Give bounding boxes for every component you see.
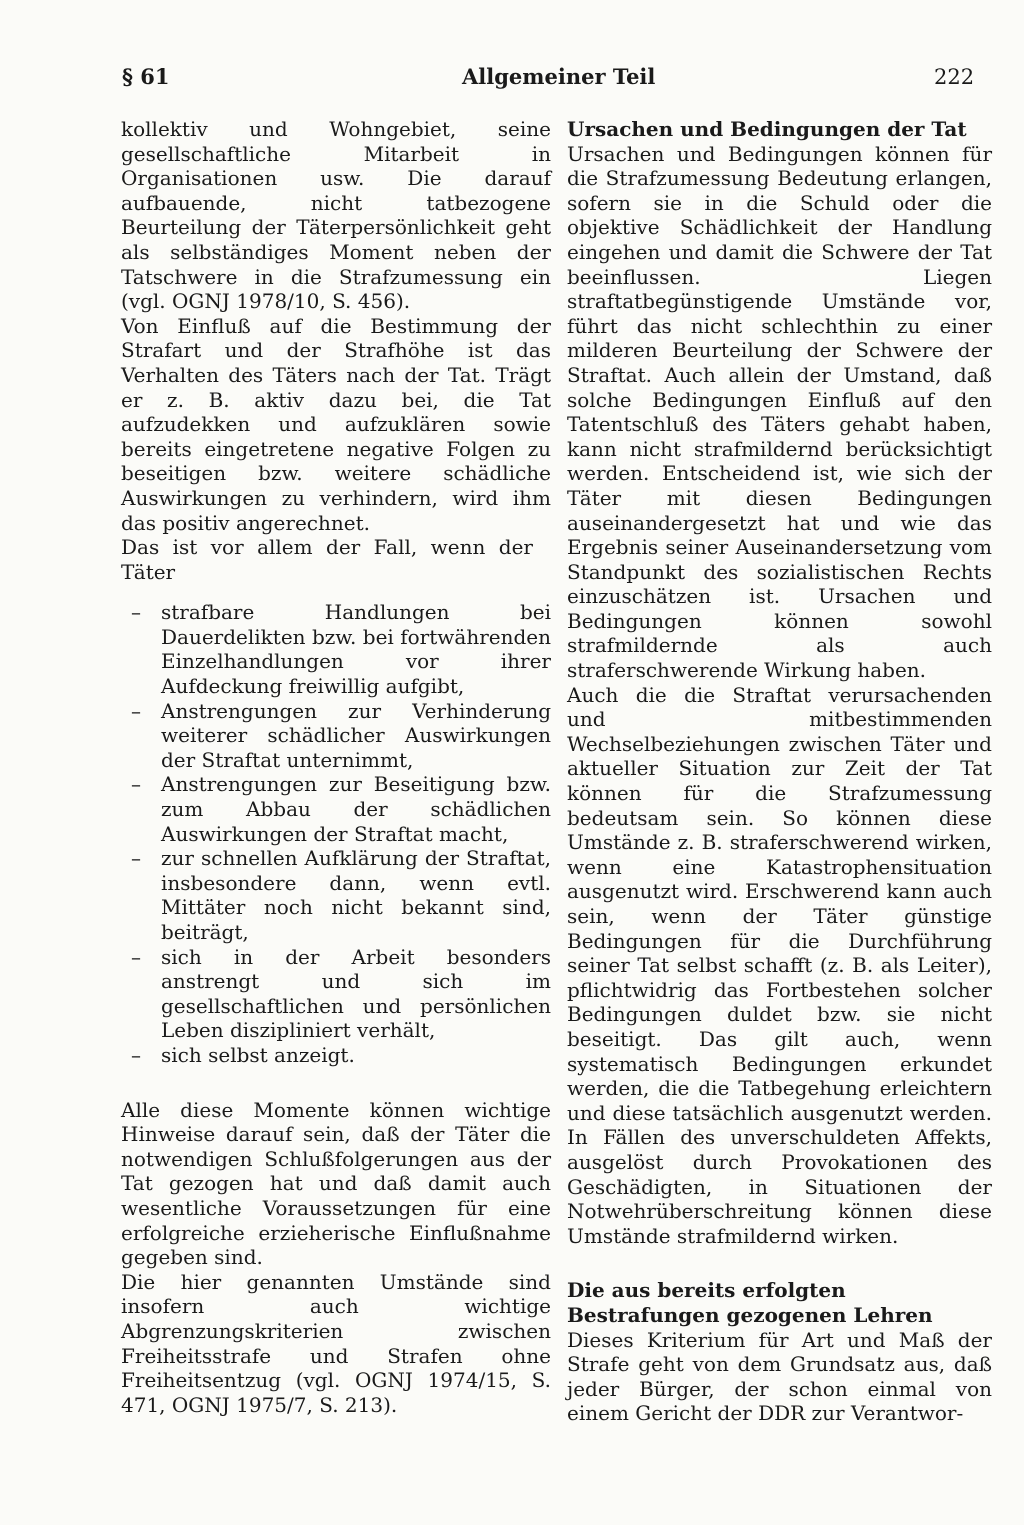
paragraph: Das ist vor allem der Fall, wenn der Täter — [121, 535, 533, 584]
paragraph: Alle diese Momente können wichtige Hinweise darauf sein, daß der Täter die notwendigen Schlußfolgerungen aus der Tat gezogen hat und daß damit auch wesentliche Voraussetzungen für eine erfolgreiche erzieherische Einflußnahme gegeben sind. — [121, 1097, 551, 1270]
list-item: – Anstrengungen zur Verhinderung weiterer schädlicher Auswirkungen der Straftat unternimmt, — [121, 699, 551, 773]
paragraph: kollektiv und Wohngebiet, seine gesellschaftliche Mitarbeit in Organisationen usw. Die darauf aufbauende, nicht tatbezogene Beurteilung der Täterpersönlichkeit geht als selbständiges Moment neben der Tatschwere in die Strafzumessung ein (vgl. OGNJ 1978/10, S. 456). — [121, 117, 551, 314]
paragraph: Von Einfluß auf die Bestimmung der Strafart und der Strafhöhe ist das Verhalten des Täters nach der Tat. Trägt er z. B. aktiv dazu bei, die Tat aufzudekken und aufzuklären sowie bereits eingetretene negative Folgen zu beseitigen bzw. weitere schädliche Auswirkungen zu verhindern, wird ihm das positiv angerechnet. — [121, 313, 551, 535]
page-number: 222 — [934, 65, 975, 89]
section-heading: Ursachen und Bedingungen der Tat — [567, 117, 967, 141]
list-item: – zur schnellen Aufklärung der Straftat, insbesondere dann, wenn evtl. Mittäter noch nicht bekannt sind, beiträgt, — [121, 846, 551, 944]
list-item: – Anstrengungen zur Beseitigung bzw. zum Abbau der schädlichen Auswirkungen der Straftat macht, — [121, 772, 551, 846]
section-number: § 61 — [122, 64, 170, 89]
paragraph: Dieses Kriterium für Art und Maß der Strafe geht von dem Grundsatz aus, daß jeder Bürger, der schon einmal von einem Gericht der DDR zur Verantwor- — [567, 1327, 992, 1426]
dash-list — [121, 600, 551, 1067]
paragraph: Ursachen und Bedingungen können für die Strafzumessung Bedeutung erlangen, sofern sie in die Schuld oder die objektive Schädlichkeit der Handlung eingehen und damit die Schwere der Tat beeinflussen. Liegen straftatbegünstigende Umstände vor, führt das nicht schlechthin zu einer milderen Beurteilung der Schwere der Straftat. Auch allein der Umstand, daß solche Bedingungen Einfluß auf den Tatentschluß des Täters gehabt haben, kann nicht strafmildernd berücksichtigt werden. Entscheidend ist, wie sich der Täter mit diesen Bedingungen auseinandergesetzt hat und wie das Ergebnis seiner Auseinandersetzung vom Standpunkt des sozialistischen Rechts einzuschätzen ist. Ursachen und Bedingungen können sowohl strafmildernde als auch straferschwerende Wirkung haben. — [567, 141, 992, 683]
paragraph: Die hier genannten Umstände sind insofern auch wichtige Abgrenzungskriterien zwischen Freiheitsstrafe und Strafen ohne Freiheitsentzug (vgl. OGNJ 1974/15, S. 471, OGNJ 1975/7, S. 213). — [121, 1269, 551, 1417]
paragraph: Auch die die Straftat verursachenden und mitbestimmenden Wechselbeziehungen zwischen Täter und aktueller Situation zur Zeit der Tat können für die Strafzumessung bedeutsam sein. So können diese Umstände z. B. straferschwerend wirken, wenn eine Katastrophensituation ausgenutzt wird. Erschwerend kann auch sein, wenn der Täter günstige Bedingungen für die Durchführung seiner Tat selbst schafft (z. B. als Leiter), pflichtwidrig das Fortbestehen solcher Bedingungen duldet bzw. sie nicht beseitigt. Das gilt auch, wenn systematisch Bedingungen erkundet werden, die die Tatbegehung erleichtern und diese tatsächlich ausgenutzt werden. In Fällen des unverschuldeten Affekts, ausgelöst durch Provokationen des Geschädigten, in Situationen der Notwehrüberschreitung können diese Umstände strafmildernd wirken. — [567, 682, 992, 1248]
right-column — [567, 117, 992, 1426]
list-item: – sich in der Arbeit besonders anstrengt und sich im gesellschaftlichen und persönlichen Leben diszipliniert verhält, — [121, 945, 551, 1043]
section-heading: Die aus bereits erfolgten Bestrafungen gezogenen Lehren — [567, 1278, 933, 1327]
left-column — [121, 117, 551, 1417]
running-title: Allgemeiner Teil — [462, 64, 656, 89]
list-item: – sich selbst anzeigt. — [121, 1043, 551, 1068]
list-item: – strafbare Handlungen bei Dauerdelikten bzw. bei fortwährenden Einzelhandlungen vor ihrer Aufdeckung freiwillig aufgibt, — [121, 600, 551, 698]
